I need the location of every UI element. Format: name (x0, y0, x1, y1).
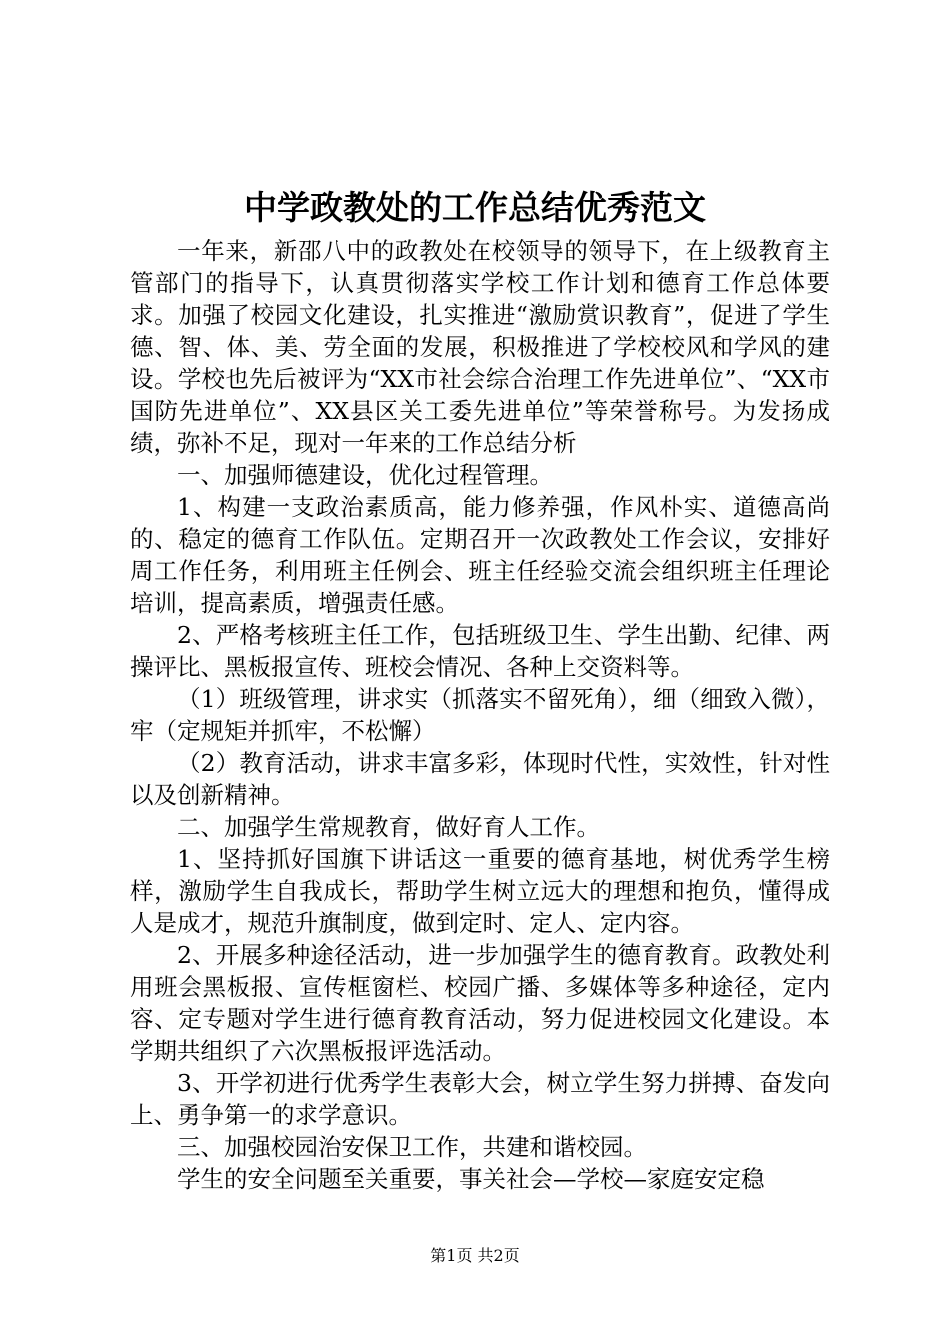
document-body (130, 235, 830, 1195)
paragraph-3-1: 学生的安全问题至关重要，事关社会—学校—家庭安定稳 (177, 1165, 765, 1193)
paragraph-1-1: 1、构建一支政治素质高，能力修养强，作风朴实、道德高尚的、稳定的德育工作队伍。定期召开一次政教处工作会议，安排好周工作任务，利用班主任例会、班主任经验交流会组织班主任理论培训，提高素质，增强责任感。 (130, 493, 830, 617)
paragraph-intro: 一年来，新邵八中的政教处在校领导的领导下，在上级教育主管部门的指导下，认真贯彻落实学校工作计划和德育工作总体要求。加强了校园文化建设，扎实推进“激励赏识教育”，促进了学生德、智、体、美、劳全面的发展，积极推进了学校校风和学风的建设。学校也先后被评为“XX市社会综合治理工作先进单位”、“XX市国防先进单位”、XX县区关工委先进单位”等荣誉称号。为发扬成绩，弥补不足，现对一年来的工作总结分析 (130, 237, 830, 457)
paragraph-1-2-a: （1）班级管理，讲求实（抓落实不留死角），细（细致入微），牢（定规矩并抓牢，不松懈） (130, 685, 830, 745)
paragraph-2-2: 2、开展多种途径活动，进一步加强学生的德育教育。政教处利用班会黑板报、宣传框窗栏、校园广播、多媒体等多种途径，定内容、定专题对学生进行德育教育活动，努力促进校园文化建设。本学期共组织了六次黑板报评选活动。 (130, 941, 830, 1065)
page-footer: 第1页 共2页 (430, 1246, 520, 1265)
document-title: 中学政教处的工作总结优秀范文 (244, 188, 706, 227)
paragraph-2-3: 3、开学初进行优秀学生表彰大会，树立学生努力拼搏、奋发向上、勇争第一的求学意识。 (130, 1069, 830, 1129)
paragraph-1-2-b: （2）教育活动，讲求丰富多彩，体现时代性，实效性，针对性以及创新精神。 (130, 749, 830, 809)
paragraph-2-1: 1、坚持抓好国旗下讲话这一重要的德育基地，树优秀学生榜样，激励学生自我成长，帮助学生树立远大的理想和抱负，懂得成人是成才，规范升旗制度，做到定时、定人、定内容。 (130, 845, 830, 937)
section-heading-2: 二、加强学生常规教育，做好育人工作。 (177, 813, 600, 841)
section-heading-1: 一、加强师德建设，优化过程管理。 (177, 461, 553, 489)
section-heading-3: 三、加强校园治安保卫工作，共建和谐校园。 (177, 1133, 647, 1161)
paragraph-1-2: 2、严格考核班主任工作，包括班级卫生、学生出勤、纪律、两操评比、黑板报宣传、班校会情况、各种上交资料等。 (130, 621, 830, 681)
